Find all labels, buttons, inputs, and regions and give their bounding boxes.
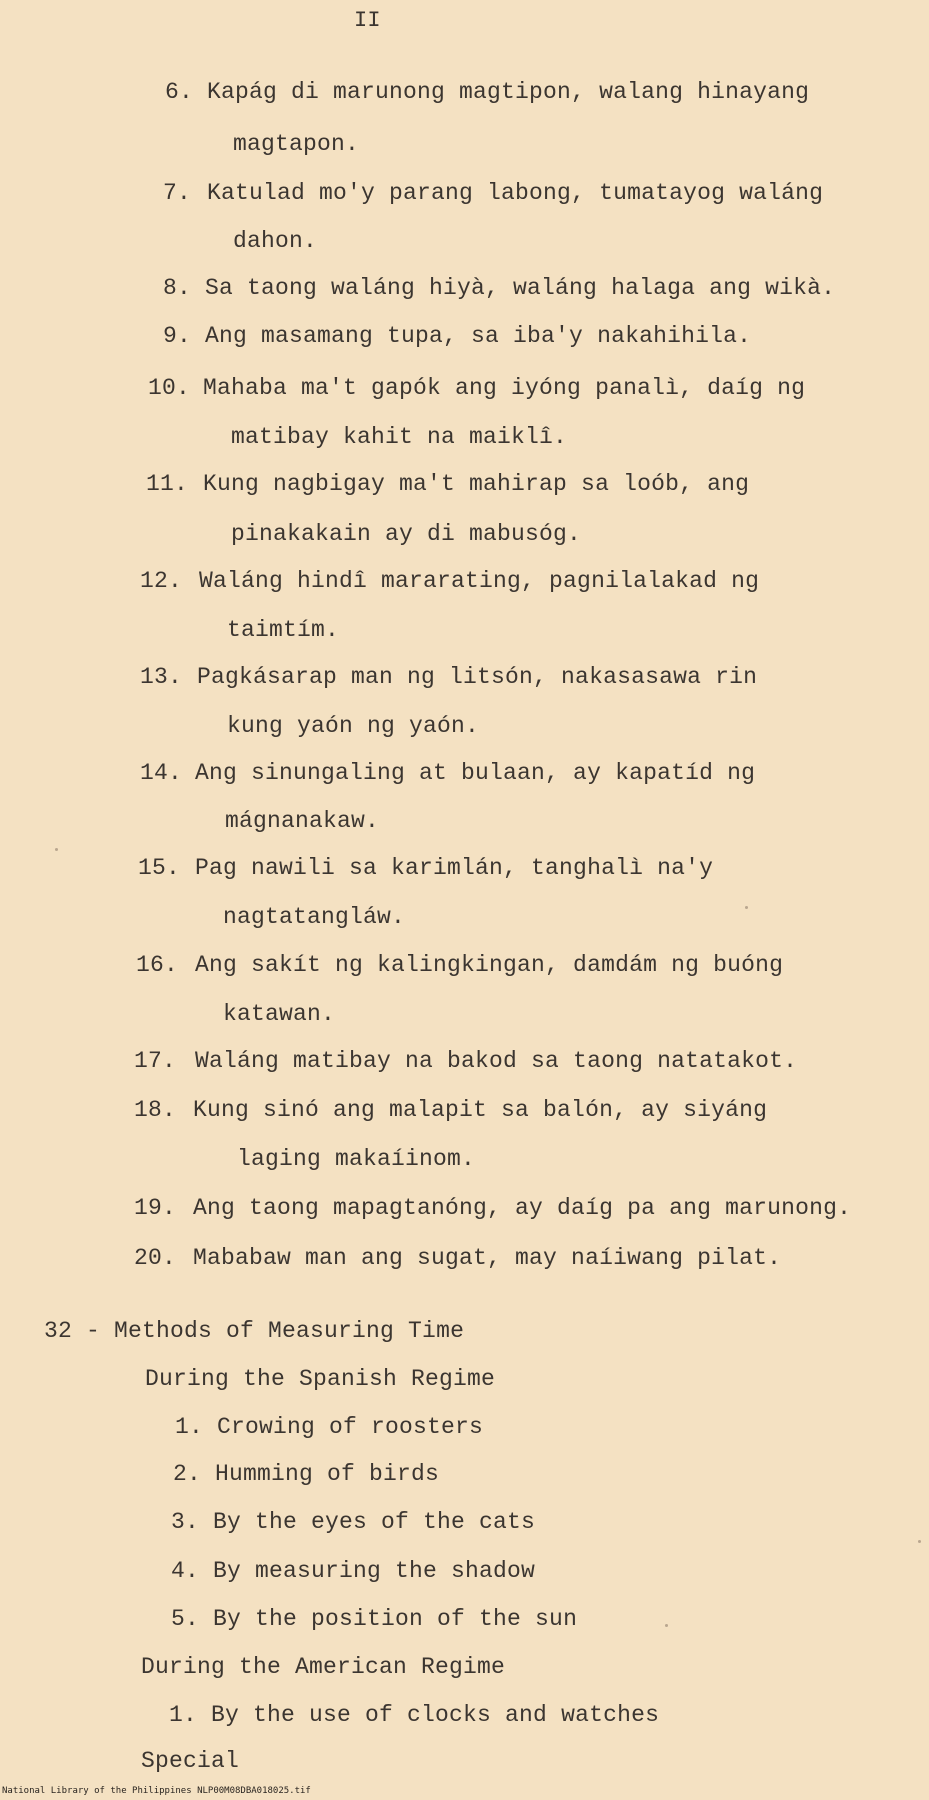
proverb-text-continued: katawan. [223,1001,336,1027]
american-item: 1. By the use of clocks and watches [169,1702,660,1728]
proverb-text-continued: kung yaón ng yaón. [227,713,480,739]
proverb-text: Mahaba ma't gapók ang iyóng panalì, daíg ng [203,375,806,401]
proverb-number: 6. [165,79,194,105]
proverb-number: 20. [134,1245,177,1271]
proverb-number: 9. [163,323,192,349]
proverb-number: 15. [138,855,181,881]
proverb-number: 10. [148,375,191,401]
proverb-number: 19. [134,1195,177,1221]
proverb-number: 14. [140,760,183,786]
paper-speck [665,1624,668,1627]
proverb-text-continued: matibay kahit na maiklî. [231,424,568,450]
proverb-text: Ang sinungaling at bulaan, ay kapatíd ng [195,760,756,786]
spanish-item: 5. By the position of the sun [171,1606,578,1632]
proverb-text-continued: pinakakain ay di mabusóg. [231,521,582,547]
proverb-text: Mababaw man ang sugat, may naíiwang pilat. [193,1245,782,1271]
spanish-item: 2. Humming of birds [173,1461,440,1487]
paper-speck [918,1540,921,1543]
proverb-text: Ang taong mapagtanóng, ay daíg pa ang marunong. [193,1195,852,1221]
spanish-item: 1. Crowing of roosters [175,1414,484,1440]
proverb-text: Sa taong waláng hiyà, waláng halaga ang wikà. [205,275,836,301]
proverb-number: 13. [140,664,183,690]
proverb-text: Waláng hindî mararating, pagnilalakad ng [199,568,760,594]
proverb-number: 12. [140,568,183,594]
section-heading: 32 - Methods of Measuring Time [44,1318,465,1344]
proverb-text-continued: nagtatangláw. [223,904,406,930]
proverb-text: Waláng matibay na bakod sa taong natatakot. [195,1048,798,1074]
spanish-item: 3. By the eyes of the cats [171,1509,536,1535]
proverb-text: Pagkásarap man ng litsón, nakasasawa rin [197,664,758,690]
proverb-text: Katulad mo'y parang labong, tumatayog waláng [207,180,824,206]
proverb-number: 11. [146,471,189,497]
proverb-text: Kapág di marunong magtipon, walang hinayang [207,79,810,105]
proverb-text: Ang sakít ng kalingkingan, damdám ng buóng [195,952,784,978]
proverb-text: Pag nawili sa karimlán, tanghalì na'y [195,855,714,881]
spanish-item: 4. By measuring the shadow [171,1558,536,1584]
paper-speck [55,848,58,851]
proverb-number: 16. [136,952,179,978]
proverb-text-continued: laging makaíinom. [237,1146,476,1172]
proverb-number: 17. [134,1048,177,1074]
proverb-text: Kung nagbigay ma't mahirap sa loób, ang [203,471,750,497]
proverb-text: Kung sinó ang malapit sa balón, ay siyáng [193,1097,768,1123]
proverb-text-continued: mágnanakaw. [225,808,380,834]
paper-speck [745,906,748,909]
proverb-number: 8. [163,275,192,301]
proverb-text-continued: dahon. [233,228,318,254]
proverb-number: 7. [163,180,192,206]
proverb-text-continued: magtapon. [233,131,360,157]
american-regime-heading: During the American Regime [141,1654,506,1680]
special-heading: Special [141,1748,240,1774]
page-number: II [354,8,381,33]
proverb-text-continued: taimtím. [227,617,340,643]
proverb-number: 18. [134,1097,177,1123]
footer-caption: National Library of the Philippines NLP00M08DBA018025.tif [2,1786,311,1796]
spanish-regime-heading: During the Spanish Regime [145,1366,496,1392]
proverb-text: Ang masamang tupa, sa iba'y nakahihila. [205,323,752,349]
